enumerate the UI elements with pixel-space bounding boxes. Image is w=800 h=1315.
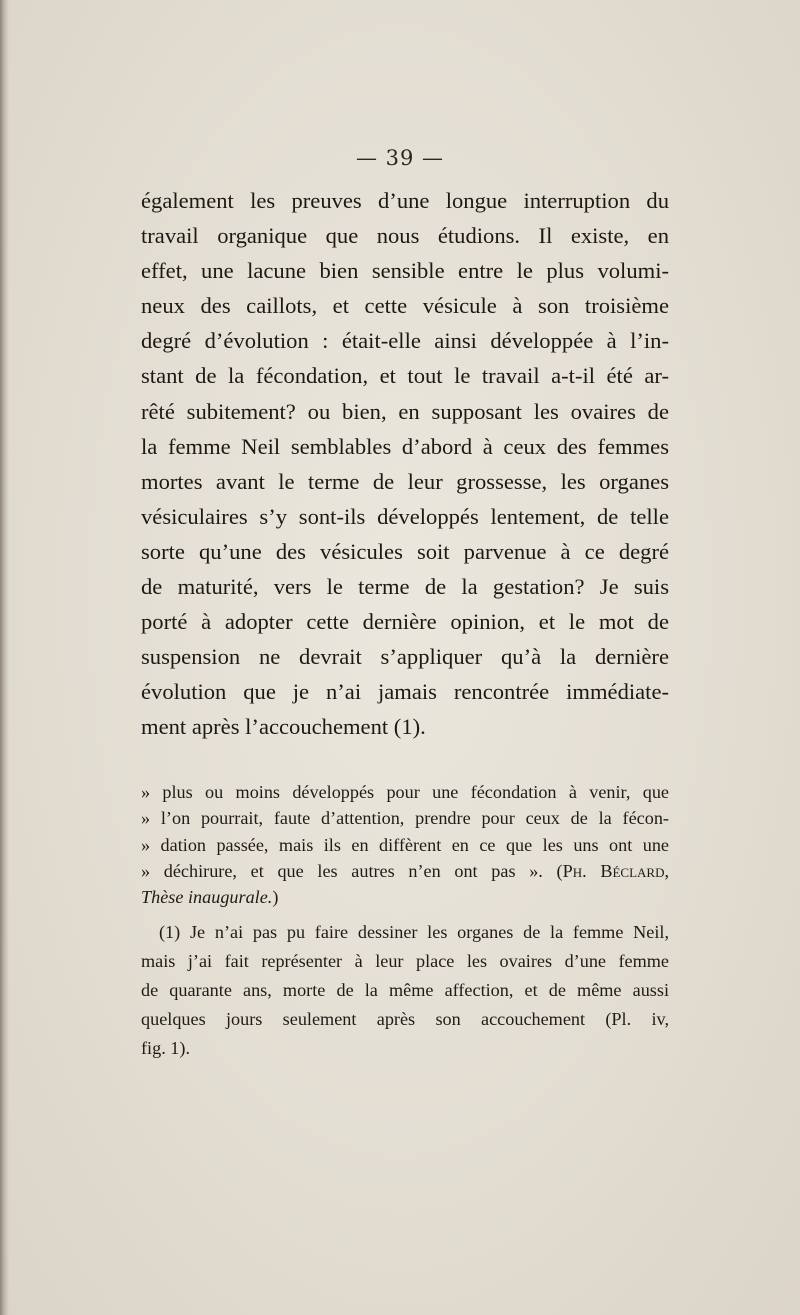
quote-note: [141, 779, 669, 910]
text-line: mortes avant le terme de leur grossesse, les organes: [141, 468, 669, 494]
footnote: [141, 918, 669, 1063]
text-line: effet, une lacune bien sensible entre le plus volumi-: [141, 258, 669, 284]
text-line: stant de la fécondation, et tout le travail a-t-il été ar-: [141, 363, 669, 389]
citation-author: Ph. Béclard: [562, 860, 665, 881]
footnote-line: (1) Je n’ai pas pu faire dessiner les organes de la femme Neil,: [159, 922, 669, 943]
text-line: ment après l’accouchement (1).: [141, 714, 426, 740]
footnote-line: de quarante ans, morte de la même affection, et de même aussi: [141, 980, 669, 1001]
text-line: de maturité, vers le terme de la gestation? Je suis: [141, 574, 669, 600]
text-line: travail organique que nous étudions. Il existe, en: [141, 223, 669, 249]
citation-comma: ,: [664, 860, 669, 881]
text-line: sorte qu’une des vésicules soit parvenue à ce degré: [141, 538, 669, 564]
citation-work-title: Thèse inaugurale.: [141, 887, 273, 908]
text-line: rêté subitement? ou bien, en supposant les ovaires de: [141, 398, 669, 424]
binding-edge-shadow: [0, 0, 9, 1315]
notes-block: [141, 779, 669, 1063]
footnote-line: quelques jours seulement après son accouchement (Pl. iv,: [141, 1009, 669, 1030]
note-line-citation: [141, 858, 669, 884]
text-line: suspension ne devrait s’appliquer qu’à la dernière: [141, 644, 669, 670]
citation-prefix: » déchirure, et que les autres n’en ont pas ». (: [141, 860, 563, 881]
footnote-line: mais j’ai fait représenter à leur place les ovaires d’une femme: [141, 951, 669, 972]
note-line-title: [141, 884, 669, 910]
note-line: » plus ou moins développés pour une fécondation à venir, que: [141, 782, 669, 802]
note-line: » dation passée, mais ils en diffèrent en ce que les uns ont une: [141, 834, 669, 855]
main-text-block: [141, 183, 669, 745]
footnote-line: fig. 1).: [141, 1038, 190, 1059]
page-number: — 39 —: [355, 146, 445, 170]
citation-close: ): [272, 887, 279, 908]
text-line: porté à adopter cette dernière opinion, et le mot de: [141, 609, 669, 635]
text-line: neux des caillots, et cette vésicule à son troisième: [141, 293, 669, 319]
text-line: également les preuves d’une longue interruption du: [141, 188, 669, 213]
text-line: vésiculaires s’y sont-ils développés lentement, de telle: [141, 503, 669, 529]
text-line: évolution que je n’ai jamais rencontrée immédiate-: [141, 679, 669, 705]
note-line: » l’on pourrait, faute d’attention, prendre pour ceux de la fécon-: [141, 808, 669, 829]
text-line: degré d’évolution : était-elle ainsi développée à l’in-: [141, 328, 669, 354]
text-line: la femme Neil semblables d’abord à ceux des femmes: [141, 433, 669, 459]
